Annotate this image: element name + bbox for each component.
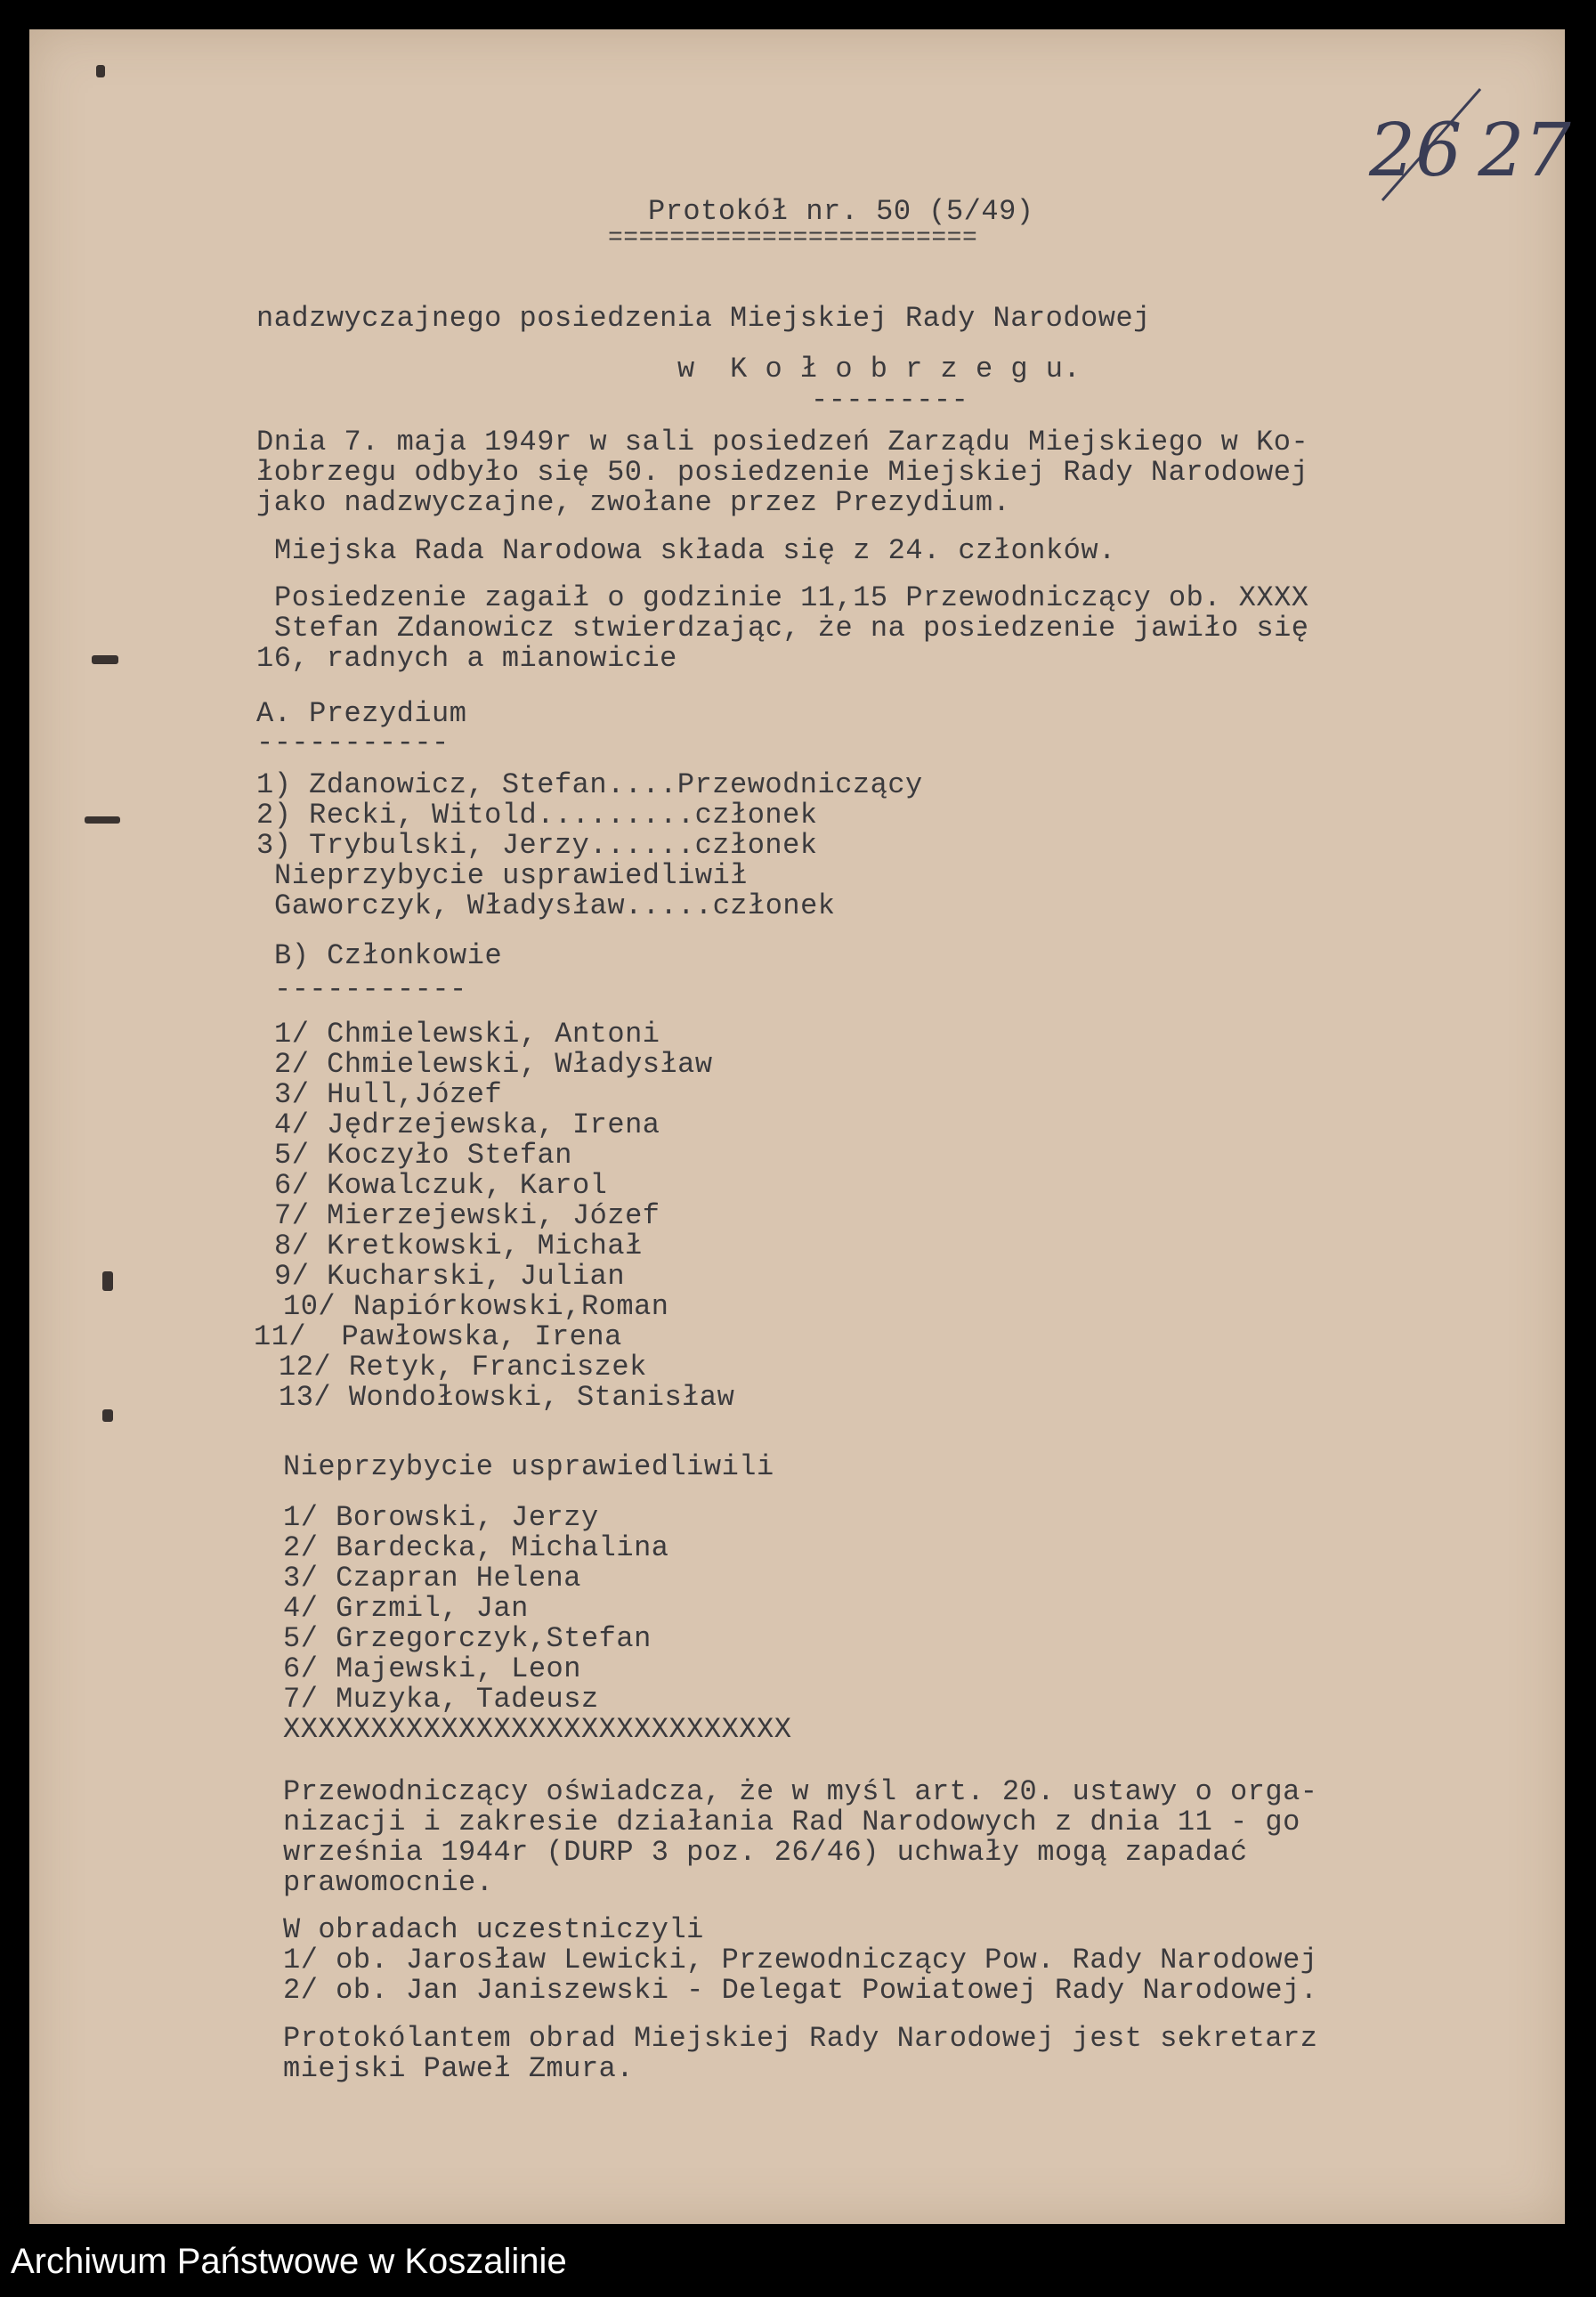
- member-item: 13/ Wondołowski, Stanisław: [279, 1381, 735, 1414]
- intro-line: Dnia 7. maja 1949r w sali posiedzeń Zarządu Miejskiego w Ko-: [256, 426, 1309, 459]
- absent-item: 7/ Muzyka, Tadeusz: [283, 1683, 599, 1716]
- presidium-item: 2) Recki, Witold.........członek: [256, 799, 818, 832]
- presidium-item: 1) Zdanowicz, Stefan....Przewodniczący: [256, 768, 923, 801]
- member-item: 7/ Mierzejewski, Józef: [274, 1199, 660, 1232]
- crossed-out-line: XXXXXXXXXXXXXXXXXXXXXXXXXXXXX: [283, 1713, 792, 1746]
- member-item: 3/ Hull,Józef: [274, 1078, 503, 1111]
- absent-item: 4/ Grzmil, Jan: [283, 1592, 529, 1625]
- recorder-line: miejski Paweł Zmura.: [283, 2052, 635, 2085]
- participant-item: 1/ ob. Jarosław Lewicki, Przewodniczący Pow. Rady Narodowej: [283, 1944, 1318, 1976]
- member-item: 8/ Kretkowski, Michał: [274, 1230, 643, 1262]
- quorum-line: września 1944r (DURP 3 poz. 26/46) uchwały mogą zapadać: [283, 1836, 1248, 1869]
- page-number-old: 26: [1369, 109, 1462, 193]
- absent-item: 1/ Borowski, Jerzy: [283, 1501, 599, 1534]
- presidium-item: 3) Trybulski, Jerzy......członek: [256, 829, 818, 862]
- absent-heading: Nieprzybycie usprawiedliwili: [283, 1450, 774, 1483]
- member-item: 4/ Jędrzejewska, Irena: [274, 1108, 660, 1141]
- member-item: 5/ Koczyło Stefan: [274, 1139, 572, 1172]
- opening-line: Posiedzenie zagaił o godzinie 11,15 Przewodniczący ob. XXXX: [274, 581, 1309, 614]
- presidium-rule: -----------: [256, 726, 450, 759]
- quorum-line: prawomocnie.: [283, 1866, 494, 1899]
- intro-line: łobrzegu odbyło się 50. posiedzenie Miejskiej Rady Narodowej: [256, 456, 1309, 489]
- margin-mark: [102, 1409, 113, 1422]
- presidium-heading: A. Prezydium: [256, 697, 467, 730]
- title-underline: ========================: [608, 224, 978, 252]
- presidium-excused-label: Nieprzybycie usprawiedliwił: [274, 859, 748, 892]
- absent-item: 2/ Bardecka, Michalina: [283, 1531, 669, 1564]
- participant-item: 2/ ob. Jan Janiszewski - Delegat Powiatowej Rady Narodowej.: [283, 1974, 1318, 2007]
- margin-mark: [85, 816, 120, 824]
- archive-footer: [0, 2224, 1596, 2297]
- margin-mark: [92, 655, 118, 664]
- member-item: 1/ Chmielewski, Antoni: [274, 1018, 660, 1051]
- intro-line: jako nadzwyczajne, zwołane przez Prezydium.: [256, 486, 1011, 519]
- opening-line: 16, radnych a mianowicie: [256, 642, 677, 675]
- recorder-line: Protokólantem obrad Miejskiej Rady Narodowej jest sekretarz: [283, 2022, 1318, 2055]
- participants-heading: W obradach uczestniczyli: [283, 1913, 704, 1946]
- archive-name: Archiwum Państwowe w Koszalinie: [11, 2242, 567, 2281]
- members-heading: B) Członkowie: [274, 939, 503, 972]
- absent-item: 6/ Majewski, Leon: [283, 1652, 581, 1685]
- member-item: 6/ Kowalczuk, Karol: [274, 1169, 608, 1202]
- presidium-excused-item: Gaworczyk, Władysław.....członek: [274, 889, 836, 922]
- member-item: 9/ Kucharski, Julian: [274, 1260, 626, 1293]
- page-number: [1369, 111, 1571, 191]
- margin-mark: [102, 1271, 113, 1291]
- absent-item: 3/ Czapran Helena: [283, 1562, 581, 1595]
- quorum-line: nizacji i zakresie działania Rad Narodowych z dnia 11 - go: [283, 1806, 1300, 1838]
- quorum-line: Przewodniczący oświadcza, że w myśl art. 20. ustawy o orga-: [283, 1775, 1318, 1808]
- member-item: 12/ Retyk, Franciszek: [279, 1351, 647, 1384]
- document-title: Protokół nr. 50 (5/49): [648, 195, 1034, 228]
- members-rule: -----------: [274, 973, 467, 1006]
- members-count: Miejska Rada Narodowa składa się z 24. członków.: [274, 534, 1116, 567]
- member-item: 11/ Pawłowska, Irena: [254, 1320, 622, 1353]
- member-item: 10/ Napiórkowski,Roman: [283, 1290, 669, 1323]
- subtitle-rule: ---------: [811, 384, 969, 417]
- absent-item: 5/ Grzegorczyk,Stefan: [283, 1622, 652, 1655]
- subtitle-line-1: nadzwyczajnego posiedzenia Miejskiej Rady Narodowej: [256, 302, 1151, 335]
- page-number-new: 27: [1478, 109, 1571, 193]
- margin-mark: [96, 65, 105, 77]
- subtitle-line-2: w K o ł o b r z e g u.: [677, 353, 1082, 386]
- document-page: [29, 29, 1571, 2224]
- member-item: 2/ Chmielewski, Władysław: [274, 1048, 713, 1081]
- opening-line: Stefan Zdanowicz stwierdzając, że na posiedzenie jawiło się: [274, 612, 1309, 645]
